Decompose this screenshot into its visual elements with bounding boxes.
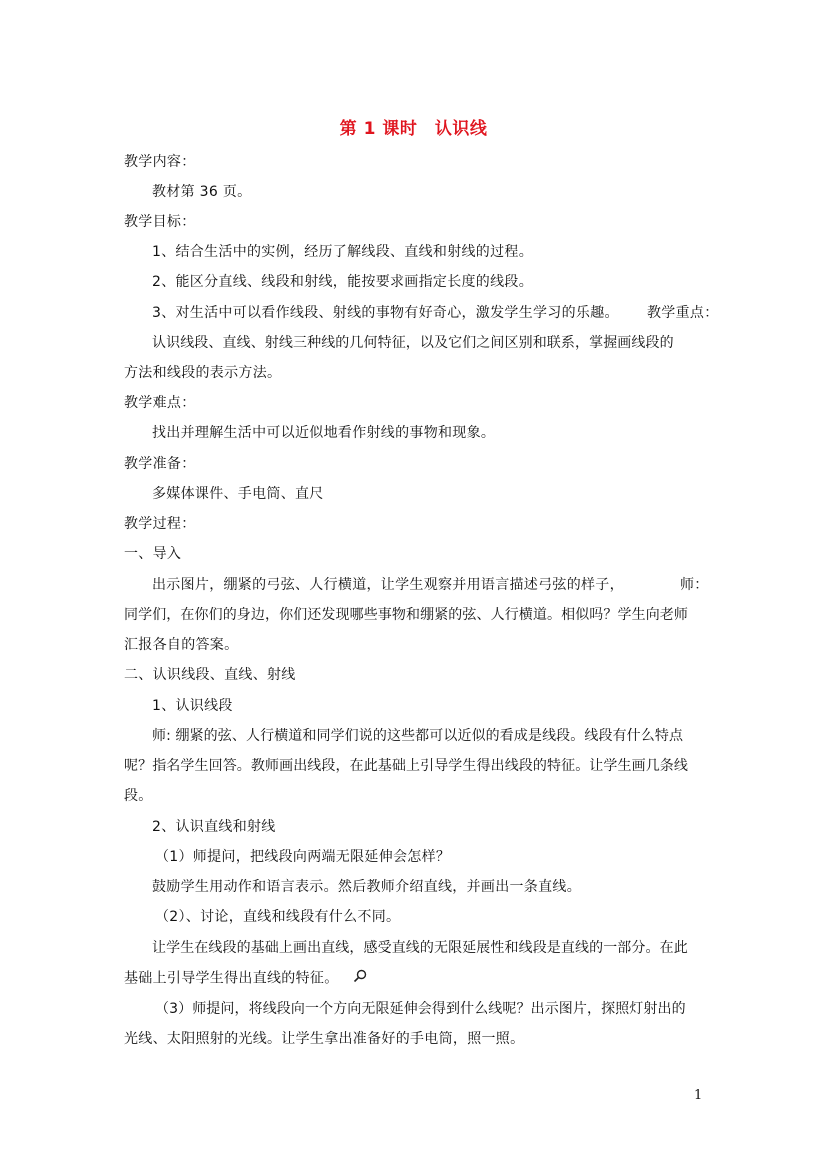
page-number: 1	[694, 1088, 703, 1103]
subsection-heading: 1、认识线段	[152, 698, 233, 714]
list-item: 2、能区分直线、线段和射线，能按要求画指定长度的线段。	[152, 274, 534, 290]
heading-difficulties: 教学难点：	[124, 395, 196, 411]
paragraph: 教材第 36 页。	[152, 184, 252, 200]
list-item: 3、对生活中可以看作线段、射线的事物有好奇心，激发学生学习的乐趣。	[152, 305, 619, 321]
paragraph: 出示图片，绷紧的弓弦、人行横道，让学生观察并用语言描述弓弦的样子，	[152, 577, 624, 593]
paragraph: 认识线段、直线、射线三种线的几何特征，以及它们之间区别和联系，掌握画线段的	[152, 335, 674, 351]
magnifier-icon	[353, 969, 367, 988]
paragraph: 让学生在线段的基础上画出直线，感受直线的无限延展性和线段是直线的一部分。在此	[152, 940, 688, 956]
paragraph: 汇报各自的答案。	[124, 637, 239, 653]
paragraph: 师：	[680, 577, 709, 593]
paragraph: 呢？指名学生回答。教师画出线段，在此基础上引导学生得出线段的特征。让学生画几条线	[124, 758, 688, 774]
paragraph: 方法和线段的表示方法。	[124, 365, 282, 381]
paragraph: 鼓励学生用动作和语言表示。然后教师介绍直线，并画出一条直线。	[152, 879, 581, 895]
paragraph: 光线、太阳照射的光线。让学生拿出准备好的手电筒，照一照。	[124, 1031, 525, 1047]
list-item: 1、结合生活中的实例，经历了解线段、直线和射线的过程。	[152, 244, 534, 260]
paragraph: 基础上引导学生得出直线的特征。	[124, 970, 339, 987]
section-heading: 一、导入	[124, 546, 182, 562]
subsection-heading: 2、认识直线和射线	[152, 819, 276, 835]
paragraph: （2）、讨论，直线和线段有什么不同。	[155, 909, 401, 925]
heading-process: 教学过程：	[124, 516, 196, 532]
paragraph: （3）师提问，将线段向一个方向无限延伸会得到什么线呢？出示图片，探照灯射出的	[155, 1001, 686, 1017]
page-title: 第 1 课时 认识线	[339, 119, 488, 139]
heading-teaching-content: 教学内容：	[124, 154, 196, 170]
heading-preparation: 教学准备：	[124, 456, 196, 472]
paragraph-with-icon	[124, 969, 367, 988]
section-heading: 二、认识线段、直线、射线	[124, 667, 296, 683]
heading-teaching-goals: 教学目标：	[124, 214, 196, 230]
paragraph: 找出并理解生活中可以近似地看作射线的事物和现象。	[152, 425, 496, 441]
paragraph: 多媒体课件、手电筒、直尺	[152, 486, 324, 502]
paragraph: 段。	[124, 788, 153, 804]
paragraph: 同学们，在你们的身边，你们还发现哪些事物和绷紧的弦、人行横道。相似吗？学生向老师	[124, 607, 688, 623]
heading-key-points: 教学重点：	[647, 305, 719, 321]
paragraph: （1）师提问，把线段向两端无限延伸会怎样？	[155, 849, 451, 865]
paragraph: 师: 绷紧的弦、人行横道和同学们说的这些都可以近似的看成是线段。线段有什么特点	[152, 728, 684, 744]
